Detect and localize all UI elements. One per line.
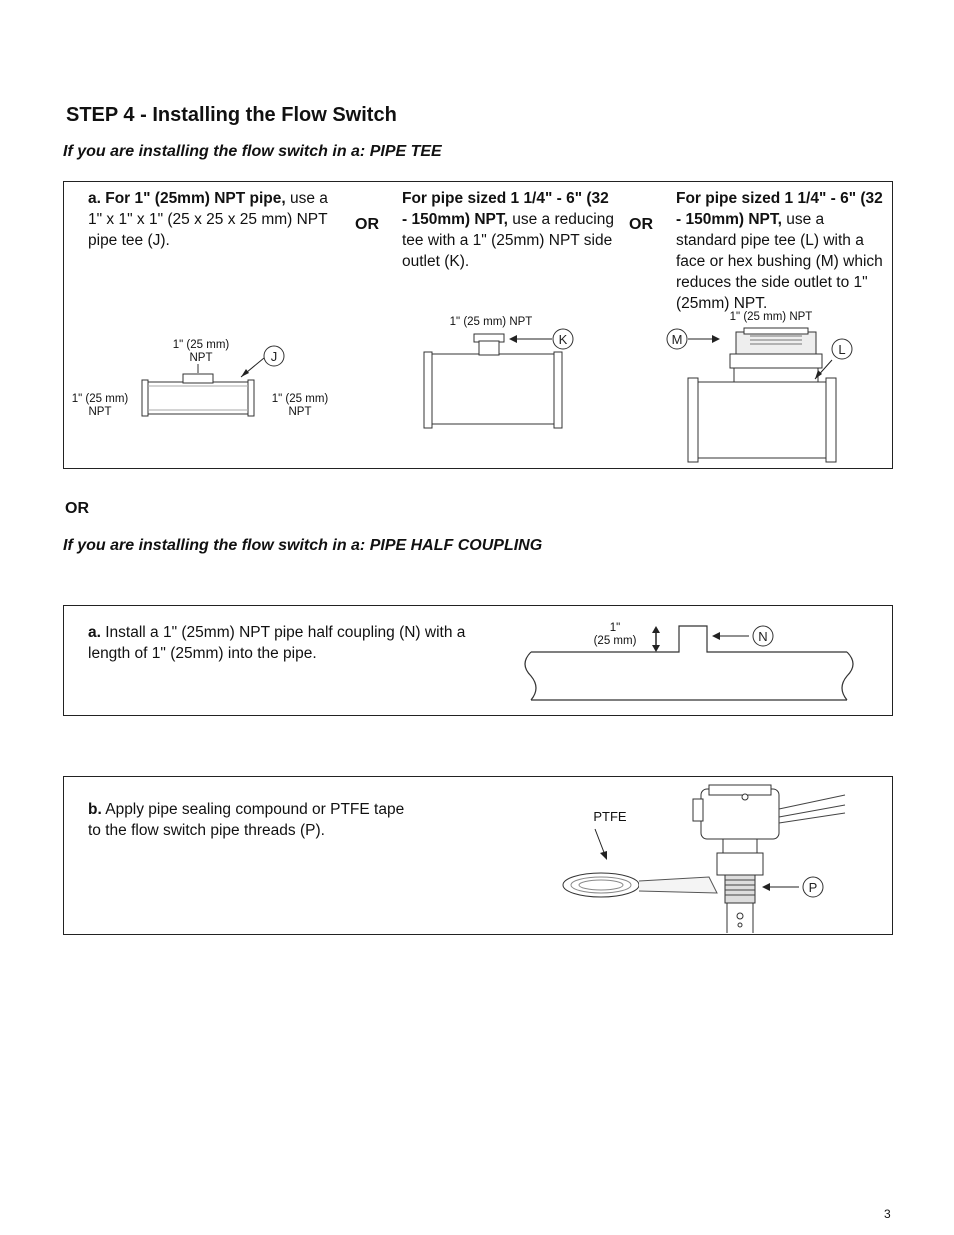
fig-l-callout-l: L [838,342,846,357]
dimension-1-inch: 1" [609,622,621,634]
or-label-2: OR [629,216,653,233]
half-coupling-rest: Install a 1" (25mm) NPT pipe half coupling (N) with a length of 1" (25mm) into the pipe. [88,624,466,662]
pipe-sealing-text [88,799,413,841]
fig-j-right-label-2: NPT [288,406,312,418]
fig-j-left-label [64,393,136,419]
pipe-sealing-bold: b. [88,801,102,818]
pipe-sealing-rest: Apply pipe sealing compound or PTFE tape to the flow switch pipe threads (P). [88,801,405,839]
ptfe-label: PTFE [593,809,627,824]
flow-switch-ptfe-drawing [559,783,859,933]
fig-l-standard-tee-drawing [660,322,892,464]
half-coupling-bold: a. [88,624,101,641]
pipe-threads-callout: P [808,880,818,895]
pipe-half-coupling-heading: If you are installing the flow switch in a: PIPE HALF COUPLING [63,537,543,554]
fig-j-right-label-1: 1" (25 mm) [271,393,329,405]
tee-option-1-bold: a. For 1" (25mm) NPT pipe, [88,190,286,207]
pipe-sealing-box [63,776,893,935]
or-label-1: OR [355,216,379,233]
fig-k-callout: K [558,332,568,347]
tee-option-2-text [402,188,617,272]
fig-k-reducing-tee-drawing [414,324,594,464]
fig-j-callout: J [270,349,278,364]
or-between-sections: OR [65,500,89,517]
tee-option-1-text [88,188,340,251]
tee-option-1-rest: use a 1" x 1" x 1" (25 x 25 x 25 mm) NPT pipe tee (J). [88,190,328,249]
half-coupling-drawing [519,620,859,706]
fig-j-left-label-2: NPT [88,406,112,418]
tee-option-3-bold: For pipe sized 1 1/4" - 6" (32 - 150mm) NPT, [676,190,883,228]
tee-option-3-rest: use a standard pipe tee (L) with a face or hex bushing (M) which reduces the side outlet to 1" (25mm) NPT. [676,211,883,312]
fig-j-top-label-2: NPT [189,352,213,364]
page-number: 3 [884,1207,891,1221]
fig-j-top-label-1: 1" (25 mm) [172,339,230,351]
fig-j-left-label-1: 1" (25 mm) [71,393,129,405]
tee-option-2-rest: use a reducing tee with a 1" (25mm) NPT side outlet (K). [402,211,614,270]
fig-l-label: 1" (25 mm) NPT [729,311,813,323]
fig-k-label: 1" (25 mm) NPT [449,316,533,328]
half-coupling-text [88,622,473,664]
fig-l-callout-m: M [671,332,683,347]
half-coupling-callout: N [758,629,768,644]
half-coupling-box [63,605,893,716]
dimension-25-mm: (25 mm) [593,635,637,647]
step-title: STEP 4 - Installing the Flow Switch [66,104,397,126]
pipe-tee-box [63,181,893,469]
tee-option-2-bold: For pipe sized 1 1/4" - 6" (32 - 150mm) NPT, [402,190,609,228]
fig-j-pipe-tee-drawing [136,342,296,422]
pipe-tee-heading: If you are installing the flow switch in a: PIPE TEE [63,143,442,160]
tee-option-3-text [676,188,886,314]
